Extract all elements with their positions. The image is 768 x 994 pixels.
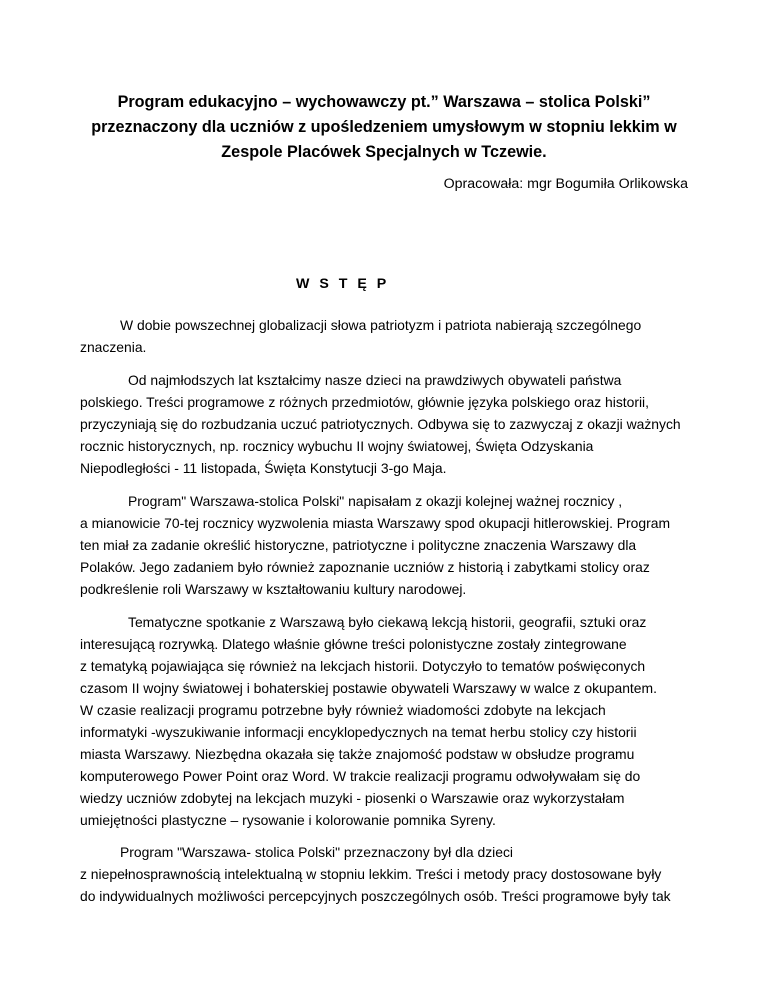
paragraph-line: a mianowicie 70-tej rocznicy wyzwolenia miasta Warszawy spod okupacji hitlerowskiej. Program	[80, 515, 671, 531]
paragraph-line: Program" Warszawa-stolica Polski" napisałam z okazji kolejnej ważnej rocznicy ,	[128, 493, 623, 509]
paragraph-line: do indywidualnych możliwości percepcyjnych poszczególnych osób. Treści programowe były tak	[80, 888, 671, 904]
title-line: Program edukacyjno – wychowawczy pt.” Warszawa – stolica Polski”	[117, 93, 651, 111]
paragraph-line: interesującą rozrywką. Dlatego właśnie główne treści polonistyczne zostały zintegrowane	[80, 636, 627, 652]
paragraph-line: informatyki -wyszukiwanie informacji encyklopedycznych na temat herbu stolicy czy historii	[80, 724, 637, 740]
paragraph-line: przyczyniają się do rozbudzania uczuć patriotycznych. Odbywa się to zazwyczaj z okazji ważnych	[80, 416, 681, 432]
paragraph	[80, 841, 690, 907]
paragraph-line: Niepodległości - 11 listopada, Święta Konstytucji 3-go Maja.	[80, 460, 447, 476]
paragraph	[80, 369, 690, 479]
paragraph-line: Polaków. Jego zadaniem było również zapoznanie uczniów z historią i zabytkami stolicy oraz	[80, 559, 650, 575]
author-credit: Opracowała: mgr Bogumiła Orlikowska	[443, 176, 688, 192]
paragraph	[80, 611, 690, 831]
paragraph	[80, 314, 690, 358]
section-heading: W S T Ę P	[296, 276, 390, 292]
paragraph-line: z tematyką pojawiająca się również na lekcjach historii. Dotyczyło to tematów poświęconych	[80, 658, 646, 674]
paragraph-line: komputerowego Power Point oraz Word. W trakcie realizacji programu odwoływałam się do	[80, 768, 641, 784]
paragraph-line: W dobie powszechnej globalizacji słowa patriotyzm i patriota nabierają szczególnego	[120, 317, 642, 333]
paragraph-line: Tematyczne spotkanie z Warszawą było ciekawą lekcją historii, geografii, sztuki oraz	[128, 614, 647, 630]
paragraph-line: miasta Warszawy. Niezbędna okazała się także znajomość podstaw w obsłudze programu	[80, 746, 635, 762]
paragraph-line: znaczenia.	[80, 339, 147, 355]
paragraph-line: z niepełnosprawnością intelektualną w stopniu lekkim. Treści i metody pracy dostosowane były	[80, 866, 662, 882]
title-line: Zespole Placówek Specjalnych w Tczewie.	[221, 143, 547, 161]
paragraph-line: podkreślenie roli Warszawy w kształtowaniu kultury narodowej.	[80, 581, 467, 597]
paragraph	[80, 490, 690, 600]
paragraph-line: polskiego. Treści programowe z różnych przedmiotów, głównie języka polskiego oraz historii,	[80, 394, 649, 410]
paragraph-line: wiedzy uczniów zdobytej na lekcjach muzyki - piosenki o Warszawie oraz wykorzystałam	[80, 790, 625, 806]
paragraph-line: rocznic historycznych, np. rocznicy wybuchu II wojny światowej, Święta Odzyskania	[80, 438, 594, 454]
document-title	[80, 90, 688, 165]
paragraph-line: czasom II wojny światowej i bohaterskiej postawie obywateli Warszawy w walce z okupantem.	[80, 680, 657, 696]
title-line: przeznaczony dla uczniów z upośledzeniem umysłowym w stopniu lekkim w	[91, 118, 677, 136]
paragraph-line: Program "Warszawa- stolica Polski" przeznaczony był dla dzieci	[120, 844, 514, 860]
paragraph-line: W czasie realizacji programu potrzebne były również wiadomości zdobyte na lekcjach	[80, 702, 606, 718]
paragraph-line: Od najmłodszych lat kształcimy nasze dzieci na prawdziwych obywateli państwa	[128, 372, 622, 388]
paragraph-line: umiejętności plastyczne – rysowanie i kolorowanie pomnika Syreny.	[80, 812, 496, 828]
paragraph-line: ten miał za zadanie określić historyczne, patriotyczne i polityczne znaczenia Warszawy dla	[80, 537, 637, 553]
